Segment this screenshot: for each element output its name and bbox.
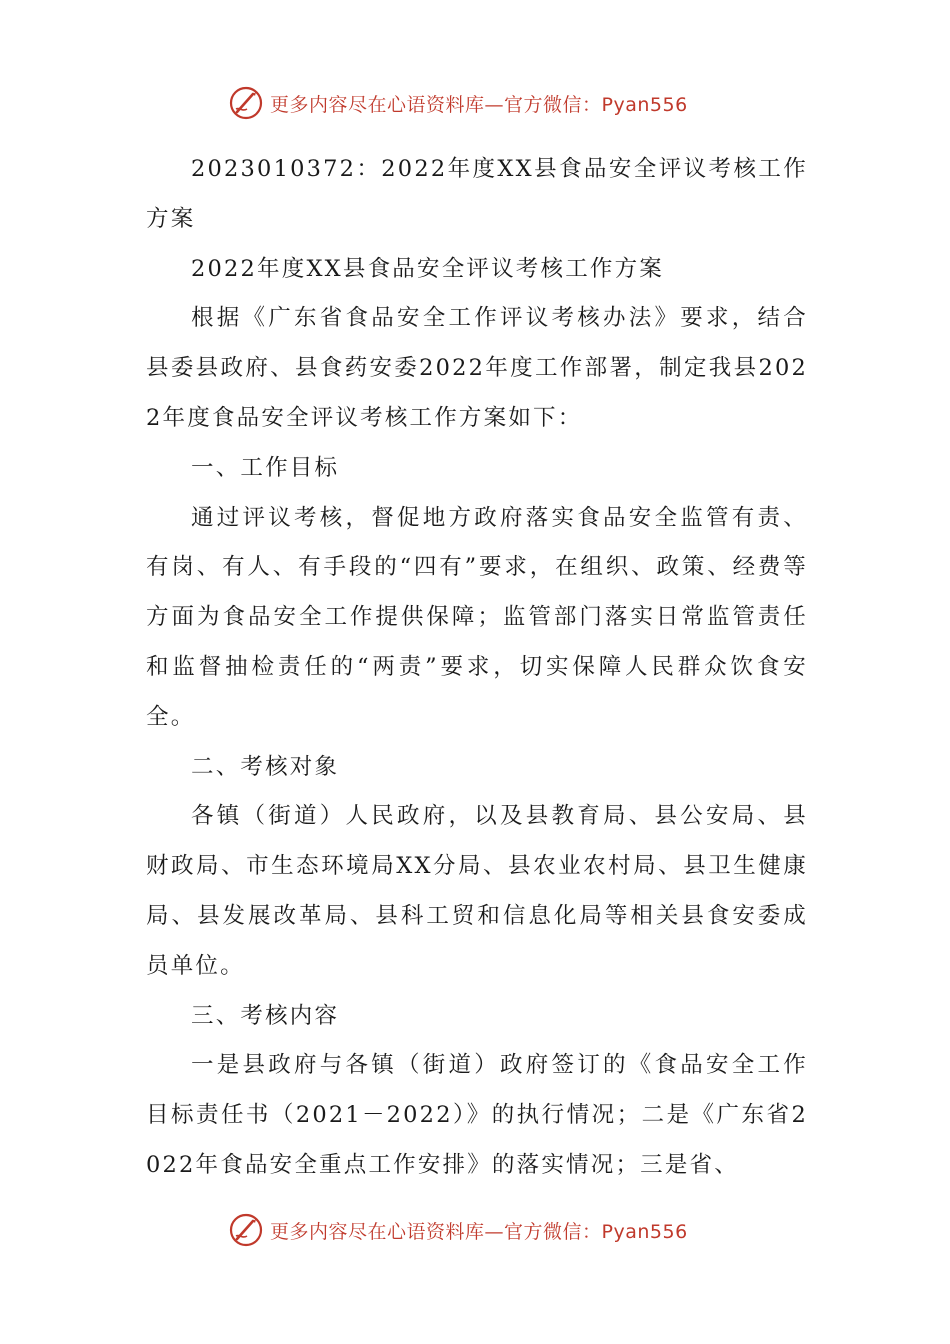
wechat-id: Pyan556 <box>601 93 688 116</box>
doc-heading: 2022年度XX县食品安全评议考核工作方案 <box>191 255 664 282</box>
watermark-banner-bottom <box>228 1210 688 1250</box>
targets-paragraph: 各镇（街道）人民政府，以及县教育局、县公安局、县财政局、市生态环境局XX分局、县农业农村局、县卫生健康局、县发展改革局、县科工贸和信息化局等相关县食安委成员单位。 <box>146 803 808 979</box>
pen-logo-icon <box>228 85 264 121</box>
pen-logo-icon <box>228 1212 264 1248</box>
watermark-text: 更多内容尽在心语资料库—官方微信： <box>270 93 602 116</box>
watermark-banner-top <box>228 83 688 123</box>
section-heading-targets: 二、考核对象 <box>191 753 340 780</box>
goals-paragraph: 通过评议考核，督促地方政府落实食品安全监管有责、有岗、有人、有手段的“四有”要求，在组织、政策、经费等方面为食品安全工作提供保障；监管部门落实日常监管责任和监督抽检责任的“两责”要求，切实保障人民群众饮食安全。 <box>146 504 808 730</box>
watermark-text: 更多内容尽在心语资料库—官方微信： <box>270 1220 602 1243</box>
section-heading-content: 三、考核内容 <box>191 1002 340 1029</box>
document-body <box>146 145 808 1191</box>
intro-paragraph: 根据《广东省食品安全工作评议考核办法》要求，结合县委县政府、县食药安委2022年度工作部署，制定我县2022年度食品安全评议考核工作方案如下： <box>146 305 808 431</box>
section-heading-goals: 一、工作目标 <box>191 454 340 481</box>
doc-title-line: 2023010372：2022年度XX县食品安全评议考核工作方案 <box>146 156 808 232</box>
wechat-id: Pyan556 <box>601 1220 688 1243</box>
content-paragraph: 一是县政府与各镇（街道）政府签订的《食品安全工作目标责任书（2021－2022）》的执行情况；二是《广东省2022年食品安全重点工作安排》的落实情况；三是省、 <box>146 1052 808 1178</box>
